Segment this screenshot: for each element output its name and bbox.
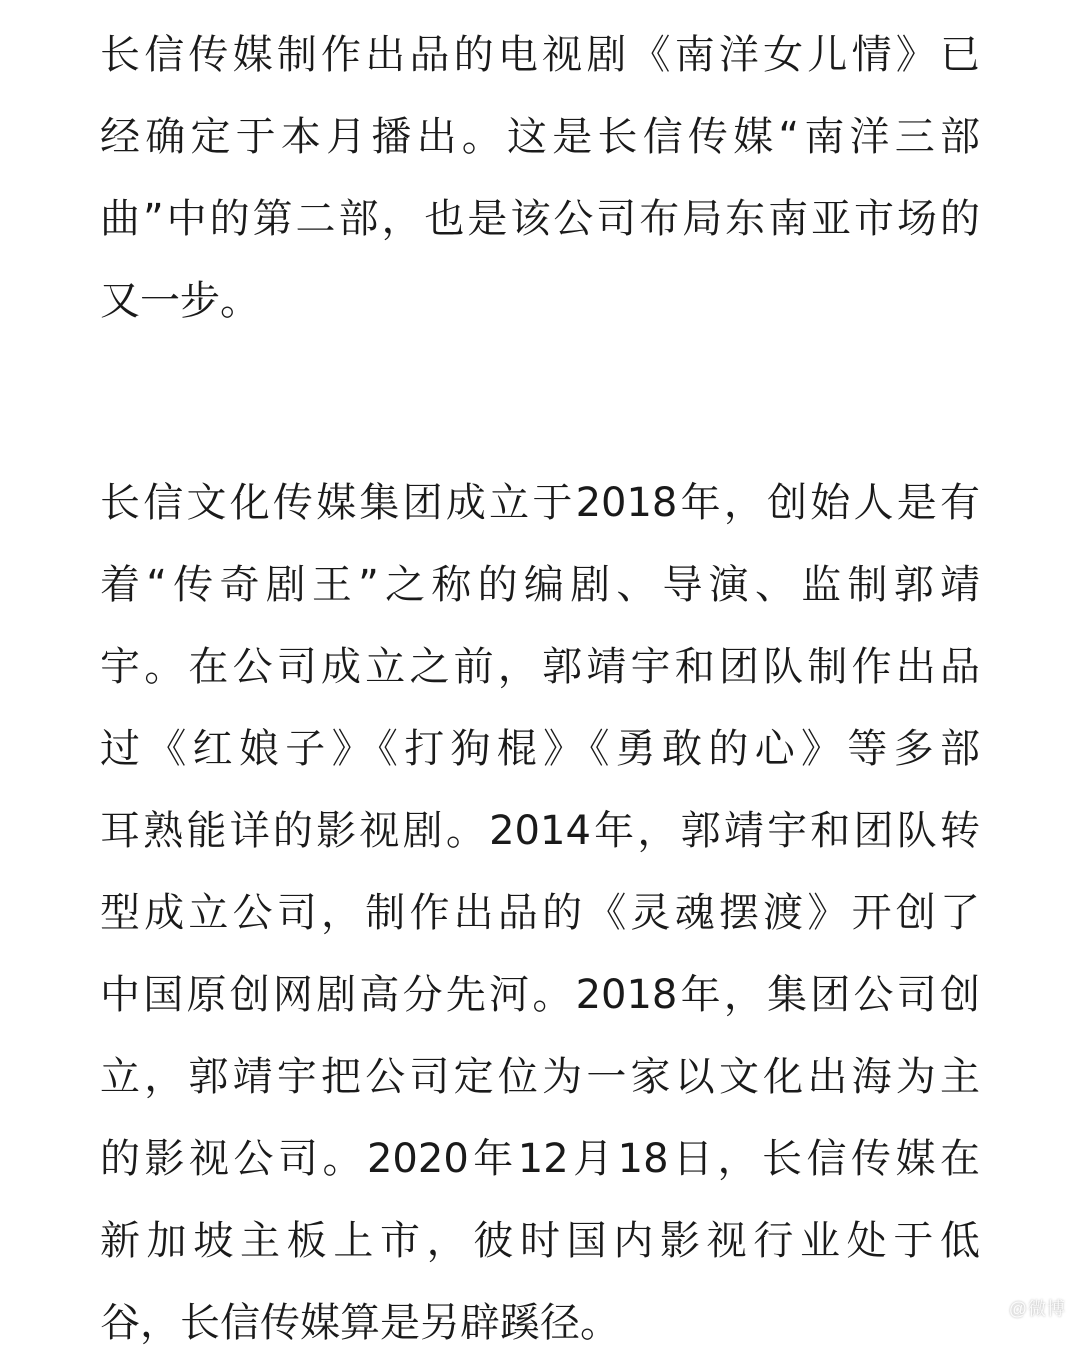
- text-line: 新加坡主板上市，彼时国内影视行业处于低: [100, 1218, 980, 1264]
- text-line: 立，郭靖宇把公司定位为一家以文化出海为主: [100, 1054, 980, 1100]
- text-line: 中国原创网剧高分先河。2018年，集团公司创: [100, 972, 980, 1018]
- text-line: 谷，长信传媒算是另辟蹊径。: [100, 1300, 620, 1346]
- text-line: 型成立公司，制作出品的《灵魂摆渡》开创了: [100, 890, 980, 936]
- text-line: 的影视公司。2020年12月18日，长信传媒在: [100, 1136, 980, 1182]
- text-line: 宇。在公司成立之前，郭靖宇和团队制作出品: [100, 644, 980, 690]
- article-body: [100, 14, 980, 1364]
- text-line: 经确定于本月播出。这是长信传媒“南洋三部: [100, 114, 980, 160]
- paragraph-gap: [100, 342, 980, 462]
- paragraph-intro: [100, 14, 980, 342]
- text-line: 着“传奇剧王”之称的编剧、导演、监制郭靖: [100, 562, 980, 608]
- text-line: 长信传媒制作出品的电视剧《南洋女儿情》已: [100, 32, 980, 78]
- text-line: 又一步。: [100, 278, 260, 324]
- text-line: 耳熟能详的影视剧。2014年，郭靖宇和团队转: [100, 808, 980, 854]
- text-line: 曲”中的第二部，也是该公司布局东南亚市场的: [100, 196, 980, 242]
- text-line: 过《红娘子》《打狗棍》《勇敢的心》等多部: [100, 726, 980, 772]
- watermark-logo: @微博: [1008, 1299, 1066, 1319]
- paragraph-company-history: [100, 462, 980, 1364]
- text-line: 长信文化传媒集团成立于2018年，创始人是有: [100, 480, 980, 526]
